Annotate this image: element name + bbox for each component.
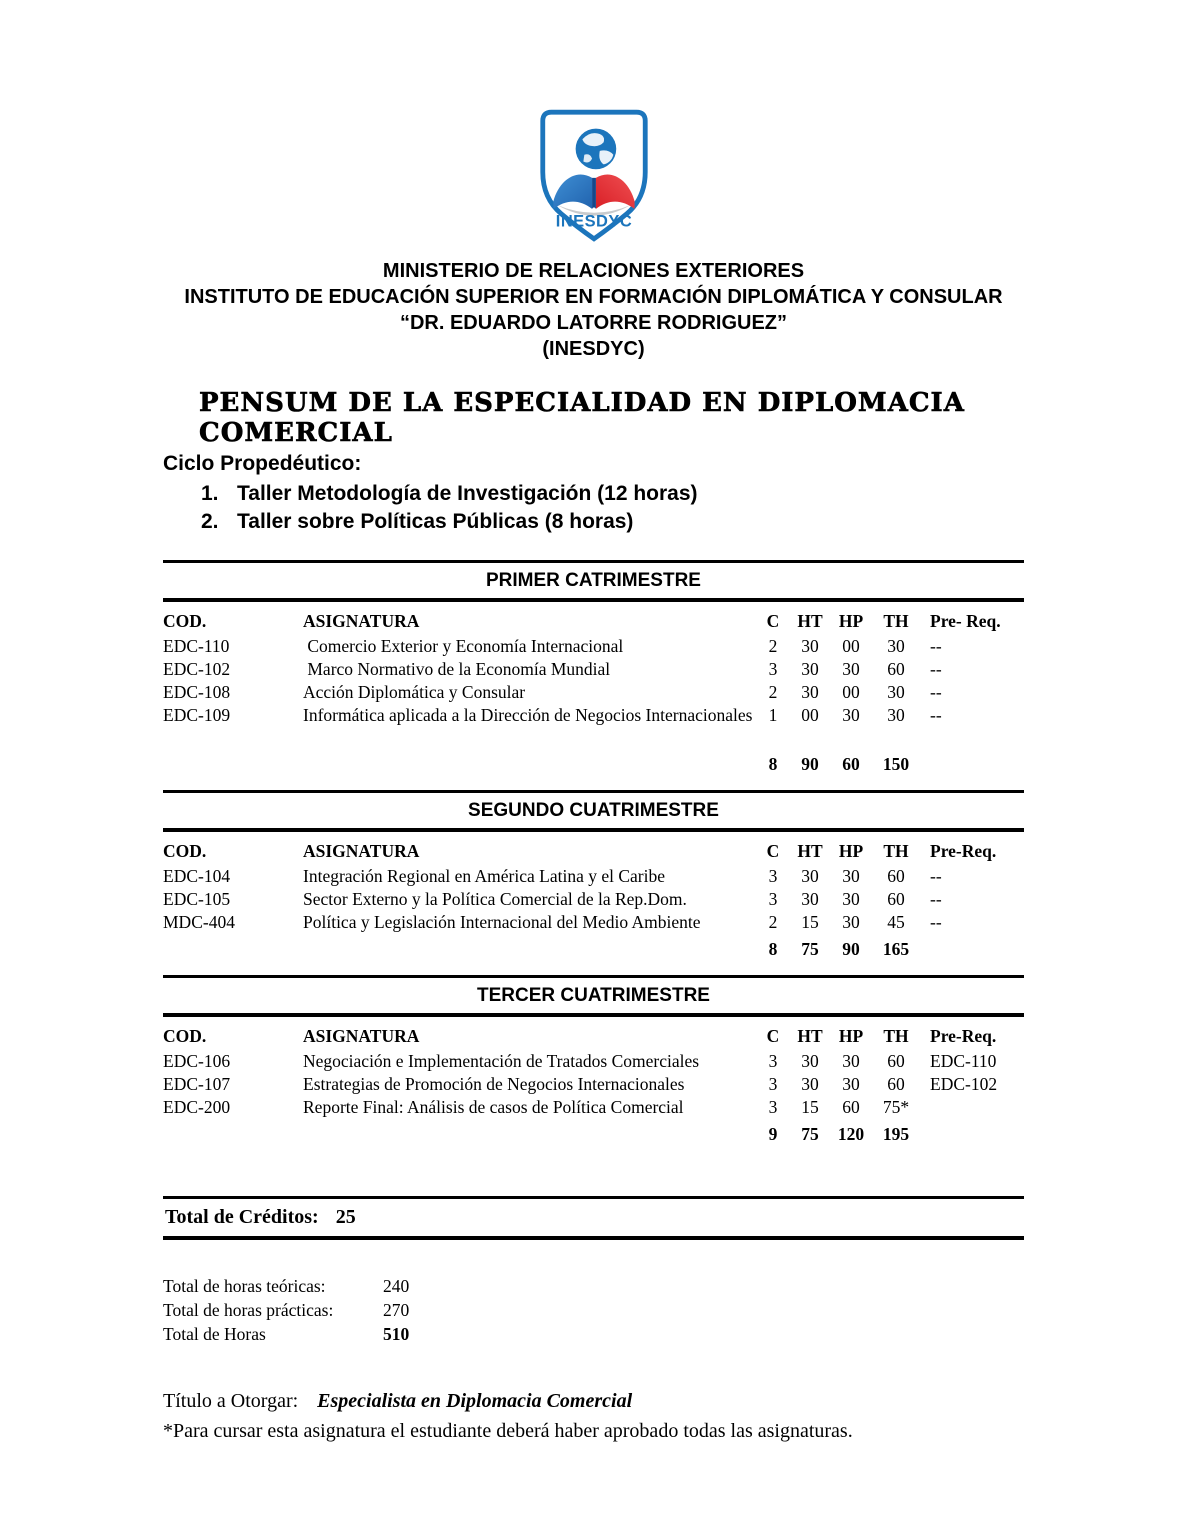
- term-total-value: 150: [882, 754, 910, 774]
- column-header: ASIGNATURA: [303, 611, 420, 631]
- total-hours: 60: [887, 889, 905, 909]
- hour-total-value: 510: [383, 1324, 410, 1344]
- term-total-value: 75: [801, 1124, 819, 1144]
- column-header: Pre-Req.: [930, 1026, 997, 1046]
- list-item: [201, 508, 1024, 536]
- empty-cell: [920, 934, 1024, 975]
- prerequisite: --: [930, 659, 942, 679]
- total-hours: 30: [887, 682, 905, 702]
- empty-cell: [163, 934, 303, 975]
- empty-cell: [163, 1119, 303, 1160]
- prerequisite: EDC-110: [930, 1051, 997, 1071]
- logo: [163, 108, 1024, 244]
- course-row: [163, 1096, 1024, 1119]
- course-name: Comercio Exterior y Economía Internacional: [303, 636, 624, 656]
- column-header: Pre- Req.: [930, 611, 1001, 631]
- course-table: [163, 832, 1024, 975]
- course-row: [163, 911, 1024, 934]
- term-total-value: 195: [882, 1124, 910, 1144]
- course-name: Reporte Final: Análisis de casos de Política Comercial: [303, 1097, 684, 1117]
- list-item: [201, 480, 1024, 508]
- total-credits-bar: [163, 1196, 1024, 1240]
- hour-total-label: Total de Horas: [163, 1324, 266, 1344]
- inesdyc-shield-logo: [536, 108, 652, 244]
- total-credits-value: 25: [335, 1206, 356, 1228]
- theory-hours: 30: [801, 866, 819, 886]
- header-row: [163, 832, 1024, 865]
- empty-cell: [920, 727, 1024, 790]
- column-header: COD.: [163, 841, 207, 861]
- course-row: [163, 888, 1024, 911]
- hour-total-row: [163, 1322, 1024, 1346]
- term-total-value: 8: [768, 754, 778, 774]
- institute-name: INSTITUTO DE EDUCACIÓN SUPERIOR EN FORMACIÓN DIPLOMÁTICA Y CONSULAR: [184, 286, 1003, 308]
- course-code: EDC-109: [163, 705, 231, 725]
- credits: 2: [768, 636, 778, 656]
- practice-hours: 30: [842, 705, 860, 725]
- theory-hours: 00: [801, 705, 819, 725]
- list-item-number: 1.: [201, 482, 219, 505]
- practice-hours: 30: [842, 659, 860, 679]
- column-header: TH: [883, 1026, 909, 1046]
- practice-hours: 30: [842, 912, 860, 932]
- course-row: [163, 865, 1024, 888]
- term-table-section: [163, 560, 1024, 790]
- course-table: [163, 1017, 1024, 1160]
- course-name: Negociación e Implementación de Tratados Comerciales: [303, 1051, 700, 1071]
- column-header: Pre-Req.: [930, 841, 997, 861]
- course-table: [163, 602, 1024, 790]
- degree-value: Especialista en Diplomacia Comercial: [317, 1390, 633, 1412]
- course-row: [163, 658, 1024, 681]
- prerequisite: --: [930, 636, 942, 656]
- term-total-value: 8: [768, 939, 778, 959]
- theory-hours: 30: [801, 889, 819, 909]
- total-hours: 60: [887, 1051, 905, 1071]
- theory-hours: 30: [801, 1074, 819, 1094]
- propedeutico-label: Ciclo Propedéutico:: [163, 452, 362, 475]
- hour-total-value: 270: [383, 1300, 410, 1320]
- course-name: Sector Externo y la Política Comercial de la Rep.Dom.: [303, 889, 687, 909]
- total-hours: 30: [887, 705, 905, 725]
- course-code: EDC-105: [163, 889, 231, 909]
- course-code: EDC-107: [163, 1074, 231, 1094]
- ministry-name: MINISTERIO DE RELACIONES EXTERIORES: [382, 260, 805, 282]
- prerequisite: EDC-102: [930, 1074, 998, 1094]
- column-header: TH: [883, 841, 909, 861]
- column-header: HT: [797, 841, 823, 861]
- hour-total-label: Total de horas prácticas:: [163, 1300, 334, 1320]
- total-hours: 60: [887, 866, 905, 886]
- propedeutico-list: [201, 480, 1024, 536]
- empty-cell: [303, 1119, 756, 1160]
- list-item-text: Taller Metodología de Investigación (12 horas): [237, 482, 698, 505]
- practice-hours: 00: [842, 682, 860, 702]
- totals-row: [163, 1119, 1024, 1160]
- total-hours: 30: [887, 636, 905, 656]
- credits: 3: [768, 659, 778, 679]
- total-hours: 60: [887, 659, 905, 679]
- theory-hours: 15: [801, 912, 819, 932]
- term-table-section: [163, 790, 1024, 975]
- course-code: EDC-102: [163, 659, 231, 679]
- prerequisite: --: [930, 866, 942, 886]
- empty-cell: [303, 727, 756, 790]
- term-total-value: 60: [842, 754, 860, 774]
- hour-total-row: [163, 1298, 1024, 1322]
- column-header: HT: [797, 611, 823, 631]
- column-header: C: [766, 611, 780, 631]
- course-code: EDC-106: [163, 1051, 231, 1071]
- page-title: PENSUM DE LA ESPECIALIDAD EN DIPLOMACIA COMERCIAL: [199, 388, 965, 448]
- practice-hours: 30: [842, 889, 860, 909]
- practice-hours: 30: [842, 1051, 860, 1071]
- empty-cell: [163, 727, 303, 790]
- course-row: [163, 1073, 1024, 1096]
- practice-hours: 30: [842, 1074, 860, 1094]
- course-row: [163, 635, 1024, 658]
- credits: 2: [768, 682, 778, 702]
- column-header: C: [766, 1026, 780, 1046]
- column-header: ASIGNATURA: [303, 841, 420, 861]
- header-row: [163, 602, 1024, 635]
- term-total-value: 90: [801, 754, 819, 774]
- credits: 3: [768, 1051, 778, 1071]
- theory-hours: 30: [801, 682, 819, 702]
- column-header: ASIGNATURA: [303, 1026, 420, 1046]
- course-code: EDC-200: [163, 1097, 231, 1117]
- course-row: [163, 681, 1024, 704]
- course-name: Acción Diplomática y Consular: [303, 682, 526, 702]
- hour-totals: [163, 1274, 1024, 1346]
- totals-row: [163, 727, 1024, 790]
- column-header: TH: [883, 611, 909, 631]
- degree-label: Título a Otorgar:: [163, 1390, 299, 1412]
- practice-hours: 30: [842, 866, 860, 886]
- course-row: [163, 1050, 1024, 1073]
- credits: 2: [768, 912, 778, 932]
- empty-cell: [303, 934, 756, 975]
- column-header: C: [766, 841, 780, 861]
- total-hours: 75*: [882, 1097, 910, 1117]
- total-hours: 60: [887, 1074, 905, 1094]
- institutional-header: [163, 258, 1024, 362]
- column-header: HP: [838, 841, 864, 861]
- prerequisite: --: [930, 705, 942, 725]
- column-header: HP: [838, 611, 864, 631]
- globe-icon: [575, 129, 616, 170]
- tables-area: [163, 560, 1024, 1160]
- column-header: COD.: [163, 611, 207, 631]
- credits: 3: [768, 889, 778, 909]
- prerequisite: [920, 1096, 1024, 1119]
- term-total-value: 165: [882, 939, 910, 959]
- list-item-text: Taller sobre Políticas Públicas (8 horas): [237, 510, 634, 533]
- list-item-number: 2.: [201, 510, 219, 533]
- total-credits-label: Total de Créditos:: [165, 1206, 319, 1228]
- table-title: SEGUNDO CUATRIMESTRE: [163, 790, 1024, 832]
- course-row: [163, 704, 1024, 727]
- prerequisite: --: [930, 912, 942, 932]
- hour-total-row: [163, 1274, 1024, 1298]
- table-title: PRIMER CATRIMESTRE: [163, 560, 1024, 602]
- course-code: EDC-110: [163, 636, 230, 656]
- column-header: HP: [838, 1026, 864, 1046]
- credits: 3: [768, 1074, 778, 1094]
- term-total-value: 9: [768, 1124, 778, 1144]
- theory-hours: 15: [801, 1097, 819, 1117]
- course-name: Política y Legislación Internacional del Medio Ambiente: [303, 912, 701, 932]
- totals-row: [163, 934, 1024, 975]
- practice-hours: 00: [842, 636, 860, 656]
- institute-honoree: “DR. EDUARDO LATORRE RODRIGUEZ”: [399, 312, 788, 334]
- term-total-value: 75: [801, 939, 819, 959]
- total-hours: 45: [887, 912, 905, 932]
- practice-hours: 60: [842, 1097, 860, 1117]
- theory-hours: 30: [801, 659, 819, 679]
- theory-hours: 30: [801, 1051, 819, 1071]
- course-name: Informática aplicada a la Dirección de Negocios Internacionales: [303, 705, 753, 725]
- column-header: COD.: [163, 1026, 207, 1046]
- course-name: Integración Regional en América Latina y el Caribe: [303, 866, 666, 886]
- course-name: Estrategias de Promoción de Negocios Internacionales: [303, 1074, 685, 1094]
- prerequisite: --: [930, 889, 942, 909]
- term-total-value: 120: [837, 1124, 865, 1144]
- course-code: EDC-108: [163, 682, 231, 702]
- empty-cell: [920, 1119, 1024, 1160]
- hour-total-label: Total de horas teóricas:: [163, 1276, 326, 1296]
- degree-line: [163, 1386, 1024, 1416]
- term-total-value: 90: [842, 939, 860, 959]
- institute-acronym: (INESDYC): [542, 338, 645, 360]
- table-title: TERCER CUATRIMESTRE: [163, 975, 1024, 1017]
- credits: 3: [768, 1097, 778, 1117]
- footnote: *Para cursar esta asignatura el estudiante deberá haber aprobado todas las asignaturas.: [163, 1420, 853, 1442]
- course-code: MDC-404: [163, 912, 235, 932]
- header-row: [163, 1017, 1024, 1050]
- credits: 3: [768, 866, 778, 886]
- credits: 1: [768, 705, 778, 725]
- hour-total-value: 240: [383, 1276, 410, 1296]
- course-name: Marco Normativo de la Economía Mundial: [303, 659, 611, 679]
- logo-text: INESDYC: [555, 212, 632, 231]
- course-code: EDC-104: [163, 866, 231, 886]
- term-table-section: [163, 975, 1024, 1160]
- theory-hours: 30: [801, 636, 819, 656]
- prerequisite: --: [930, 682, 942, 702]
- column-header: HT: [797, 1026, 823, 1046]
